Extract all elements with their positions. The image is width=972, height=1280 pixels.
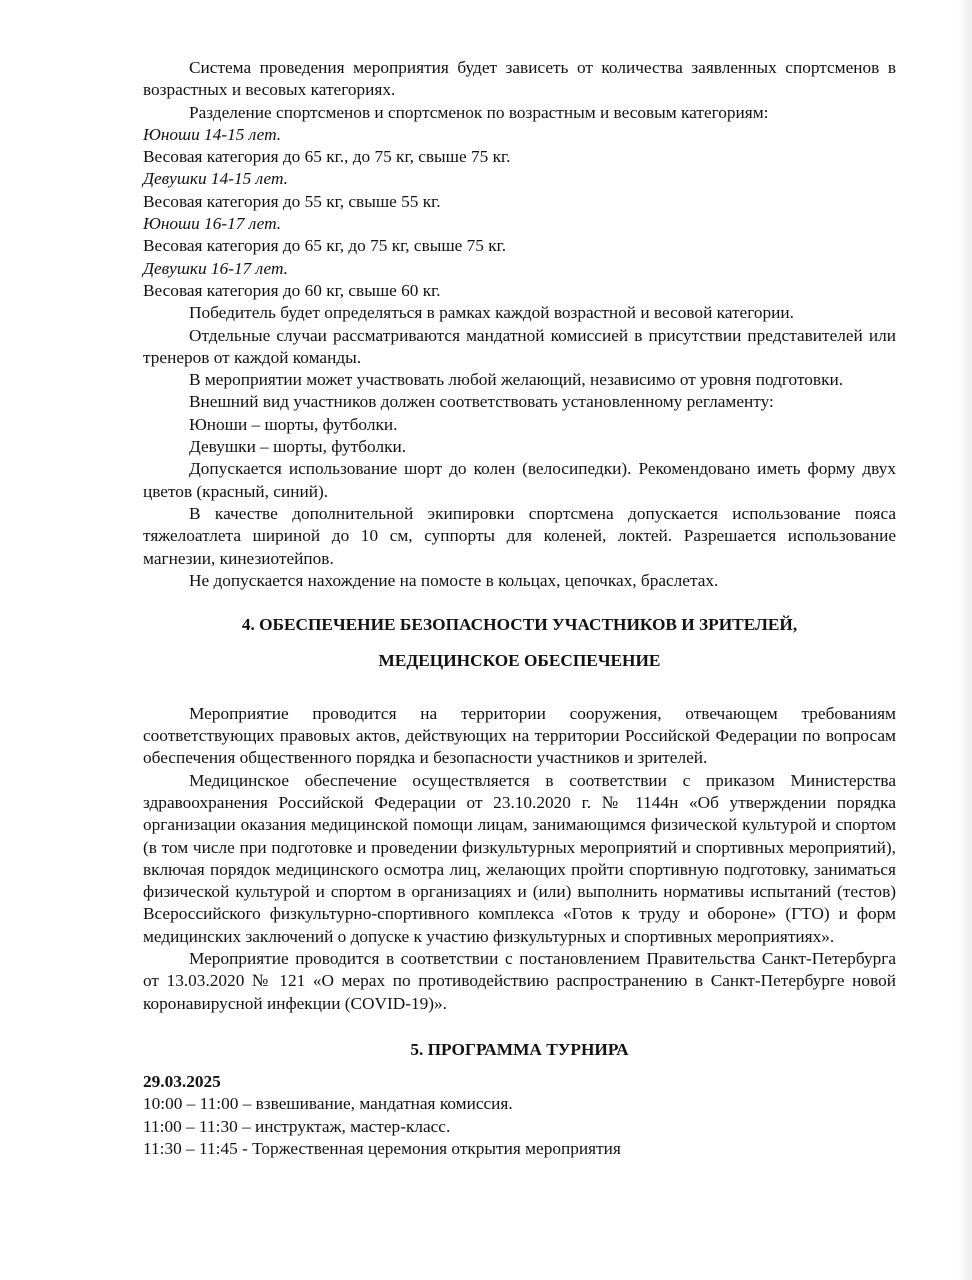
paragraph-eligibility: В мероприятии может участвовать любой желающий, независимо от уровня подготовки. <box>189 370 844 390</box>
paragraph-appearance: Внешний вид участников должен соответствовать установленному регламенту: <box>189 392 774 412</box>
category-title-girls-16-17: Девушки 16-17 лет. <box>143 258 288 278</box>
paragraph-girls-uniform: Девушки – шорты, футболки. <box>189 437 407 457</box>
section-4-paragraph-covid: Мероприятие проводится в соответствии с постановлением Правительства Санкт-Петербурга от 13.03.2020 № 121 «О мерах по противодействию распространению в Санкт-Петербурге новой коронавирусной инфекции (COVID-19)». <box>143 948 896 1013</box>
category-title-girls-14-15: Девушки 14-15 лет. <box>143 169 288 189</box>
category-title-boys-16-17: Юноши 16-17 лет. <box>143 214 282 234</box>
paragraph-division: Разделение спортсменов и спортсменок по возрастным и весовым категориям: <box>189 102 769 122</box>
category-weights-girls-16-17: Весовая категория до 60 кг, свыше 60 кг. <box>143 280 441 300</box>
paragraph-jewelry: Не допускается нахождение на помосте в кольцах, цепочках, браслетах. <box>189 570 719 590</box>
program-item: 10:00 – 11:00 – взвешивание, мандатная комиссия. <box>143 1094 513 1114</box>
program-item: 11:30 – 11:45 - Торжественная церемония открытия мероприятия <box>143 1139 621 1159</box>
spacer <box>143 592 896 614</box>
paragraph-boys-uniform: Юноши – шорты, футболки. <box>189 414 398 434</box>
section-4-paragraph-venue: Мероприятие проводится на территории сооружения, отвечающем требованиям соответствующих правовых актов, действующих на территории Российской Федерации по вопросам обеспечения общественного порядка и безопасности участников и зрителей. <box>143 703 896 768</box>
section-5-heading: 5. ПРОГРАММА ТУРНИРА <box>410 1039 629 1059</box>
program-date: 29.03.2025 <box>143 1072 221 1092</box>
program-item: 11:00 – 11:30 – инструктаж, мастер-класс. <box>143 1116 451 1136</box>
spacer <box>143 673 896 703</box>
paragraph-special-cases: Отдельные случаи рассматриваются мандатной комиссией в присутствии представителей или тренеров от каждой команды. <box>143 325 896 367</box>
paragraph-shorts: Допускается использование шорт до колен (велосипедки). Рекомендовано иметь форму двух цветов (красный, синий). <box>143 459 896 501</box>
spacer <box>143 1015 896 1039</box>
category-title-boys-14-15: Юноши 14-15 лет. <box>143 124 282 144</box>
section-4-paragraph-medical: Медицинское обеспечение осуществляется в соответствии с приказом Министерства здравоохранения Российской Федерации от 23.10.2020 г. № 1144н «Об утверждении порядка организации оказания медицинской помощи лицам, занимающимся физической культурой и спортом (в том числе при подготовке и проведении физкультурных мероприятий и спортивных мероприятий), включая порядок медицинского осмотра лиц, желающих пройти спортивную подготовку, заниматься физической культурой и спортом в организациях и (или) выполнить нормативы испытаний (тестов) Всероссийского физкультурно-спортивного комплекса «Готов к труду и обороне» (ГТО) и форм медицинских заключений о допуске к участию физкультурных и спортивных мероприятиях». <box>143 770 896 946</box>
paragraph-winner: Победитель будет определяться в рамках каждой возрастной и весовой категории. <box>189 303 794 323</box>
document-body <box>143 57 896 1160</box>
paragraph-equipment: В качестве дополнительной экипировки спортсмена допускается использование пояса тяжелоатлета шириной до 10 см, суппорты для коленей, локтей. Разрешается использование магнезии, кинезиотейпов. <box>143 503 896 568</box>
category-weights-girls-14-15: Весовая категория до 55 кг, свыше 55 кг. <box>143 191 441 211</box>
section-4-heading-line-1: 4. ОБЕСПЕЧЕНИЕ БЕЗОПАСНОСТИ УЧАСТНИКОВ И ЗРИТЕЛЕЙ, <box>241 615 798 635</box>
category-weights-boys-14-15: Весовая категория до 65 кг., до 75 кг, свыше 75 кг. <box>143 147 511 167</box>
spacer <box>143 1061 896 1071</box>
page-edge-shadow <box>958 0 972 1280</box>
section-4-heading-line-2: МЕДЕЦИНСКОЕ ОБЕСПЕЧЕНИЕ <box>378 651 661 671</box>
category-weights-boys-16-17: Весовая категория до 65 кг, до 75 кг, свыше 75 кг. <box>143 236 507 256</box>
paragraph-system: Система проведения мероприятия будет зависеть от количества заявленных спортсменов в возрастных и весовых категориях. <box>143 58 896 100</box>
